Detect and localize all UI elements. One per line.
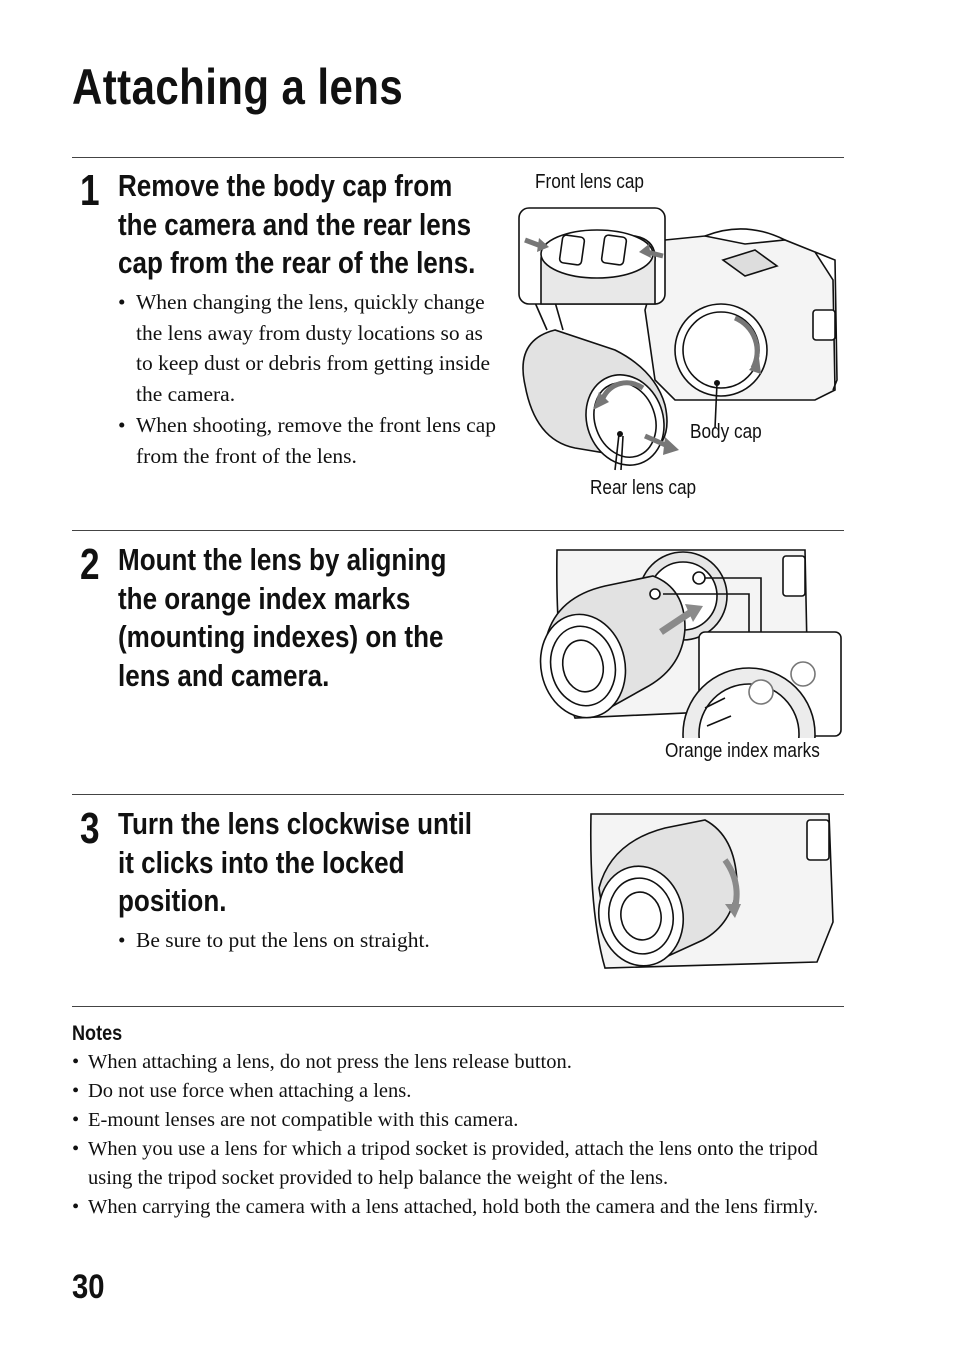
- step-heading: [118, 541, 446, 695]
- step-number: 1: [80, 166, 100, 215]
- step-number: 2: [80, 540, 100, 589]
- step-heading-line: Mount the lens by aligning: [118, 542, 447, 577]
- step-heading-line: Turn the lens clockwise until: [118, 806, 473, 841]
- lens-cap-removal-illustration: [515, 200, 845, 475]
- list-item: • When attaching a lens, do not press the lens release button.: [72, 1048, 844, 1077]
- list-item: • When changing the lens, quickly change the lens away from dusty locations so as to keep dust or debris from getting inside the camera.: [118, 287, 502, 410]
- figure-label-rear-lens-cap: Rear lens cap: [590, 477, 697, 499]
- step-heading: [118, 167, 475, 283]
- lens-mounting-illustration: [535, 548, 845, 738]
- step-bullets: [118, 925, 502, 956]
- list-item: • When carrying the camera with a lens attached, hold both the camera and the lens firmly.: [72, 1193, 844, 1222]
- notes-heading: Notes: [72, 1022, 123, 1045]
- lens-rotation-illustration: [585, 812, 840, 972]
- list-item: • E-mount lenses are not compatible with this camera.: [72, 1106, 844, 1135]
- list-item: • Do not use force when attaching a lens.: [72, 1077, 844, 1106]
- page-title: Attaching a lens: [72, 59, 404, 115]
- step-heading-line: it clicks into the locked: [118, 844, 405, 880]
- figure-label-orange-index-marks: Orange index marks: [665, 740, 820, 762]
- step-heading-line: Remove the body cap from: [118, 168, 453, 203]
- step-heading-line: the camera and the rear lens: [118, 206, 472, 242]
- list-item: • When you use a lens for which a tripod socket is provided, attach the lens onto the tripod using the tripod socket provided to help balance the weight of the lens.: [72, 1135, 844, 1193]
- figure-label-body-cap: Body cap: [690, 421, 762, 443]
- step-heading: [118, 805, 472, 921]
- section-divider: [72, 530, 844, 531]
- figure-label-front-lens-cap: Front lens cap: [535, 171, 644, 193]
- list-item: • When shooting, remove the front lens cap from the front of the lens.: [118, 410, 502, 471]
- section-divider: [72, 1006, 844, 1007]
- step-heading-line: lens and camera.: [118, 657, 330, 693]
- step-bullets: [118, 287, 502, 471]
- step-heading-line: (mounting indexes) on the: [118, 619, 444, 654]
- section-divider: [72, 794, 844, 795]
- page-number: 30: [72, 1268, 105, 1306]
- step-heading-line: cap from the rear of the lens.: [118, 245, 476, 280]
- list-item: • Be sure to put the lens on straight.: [118, 925, 502, 956]
- section-divider: [72, 157, 844, 158]
- step-number: 3: [80, 804, 100, 853]
- step-heading-line: position.: [118, 883, 227, 918]
- notes-list: [72, 1048, 844, 1222]
- step-heading-line: the orange index marks: [118, 580, 411, 616]
